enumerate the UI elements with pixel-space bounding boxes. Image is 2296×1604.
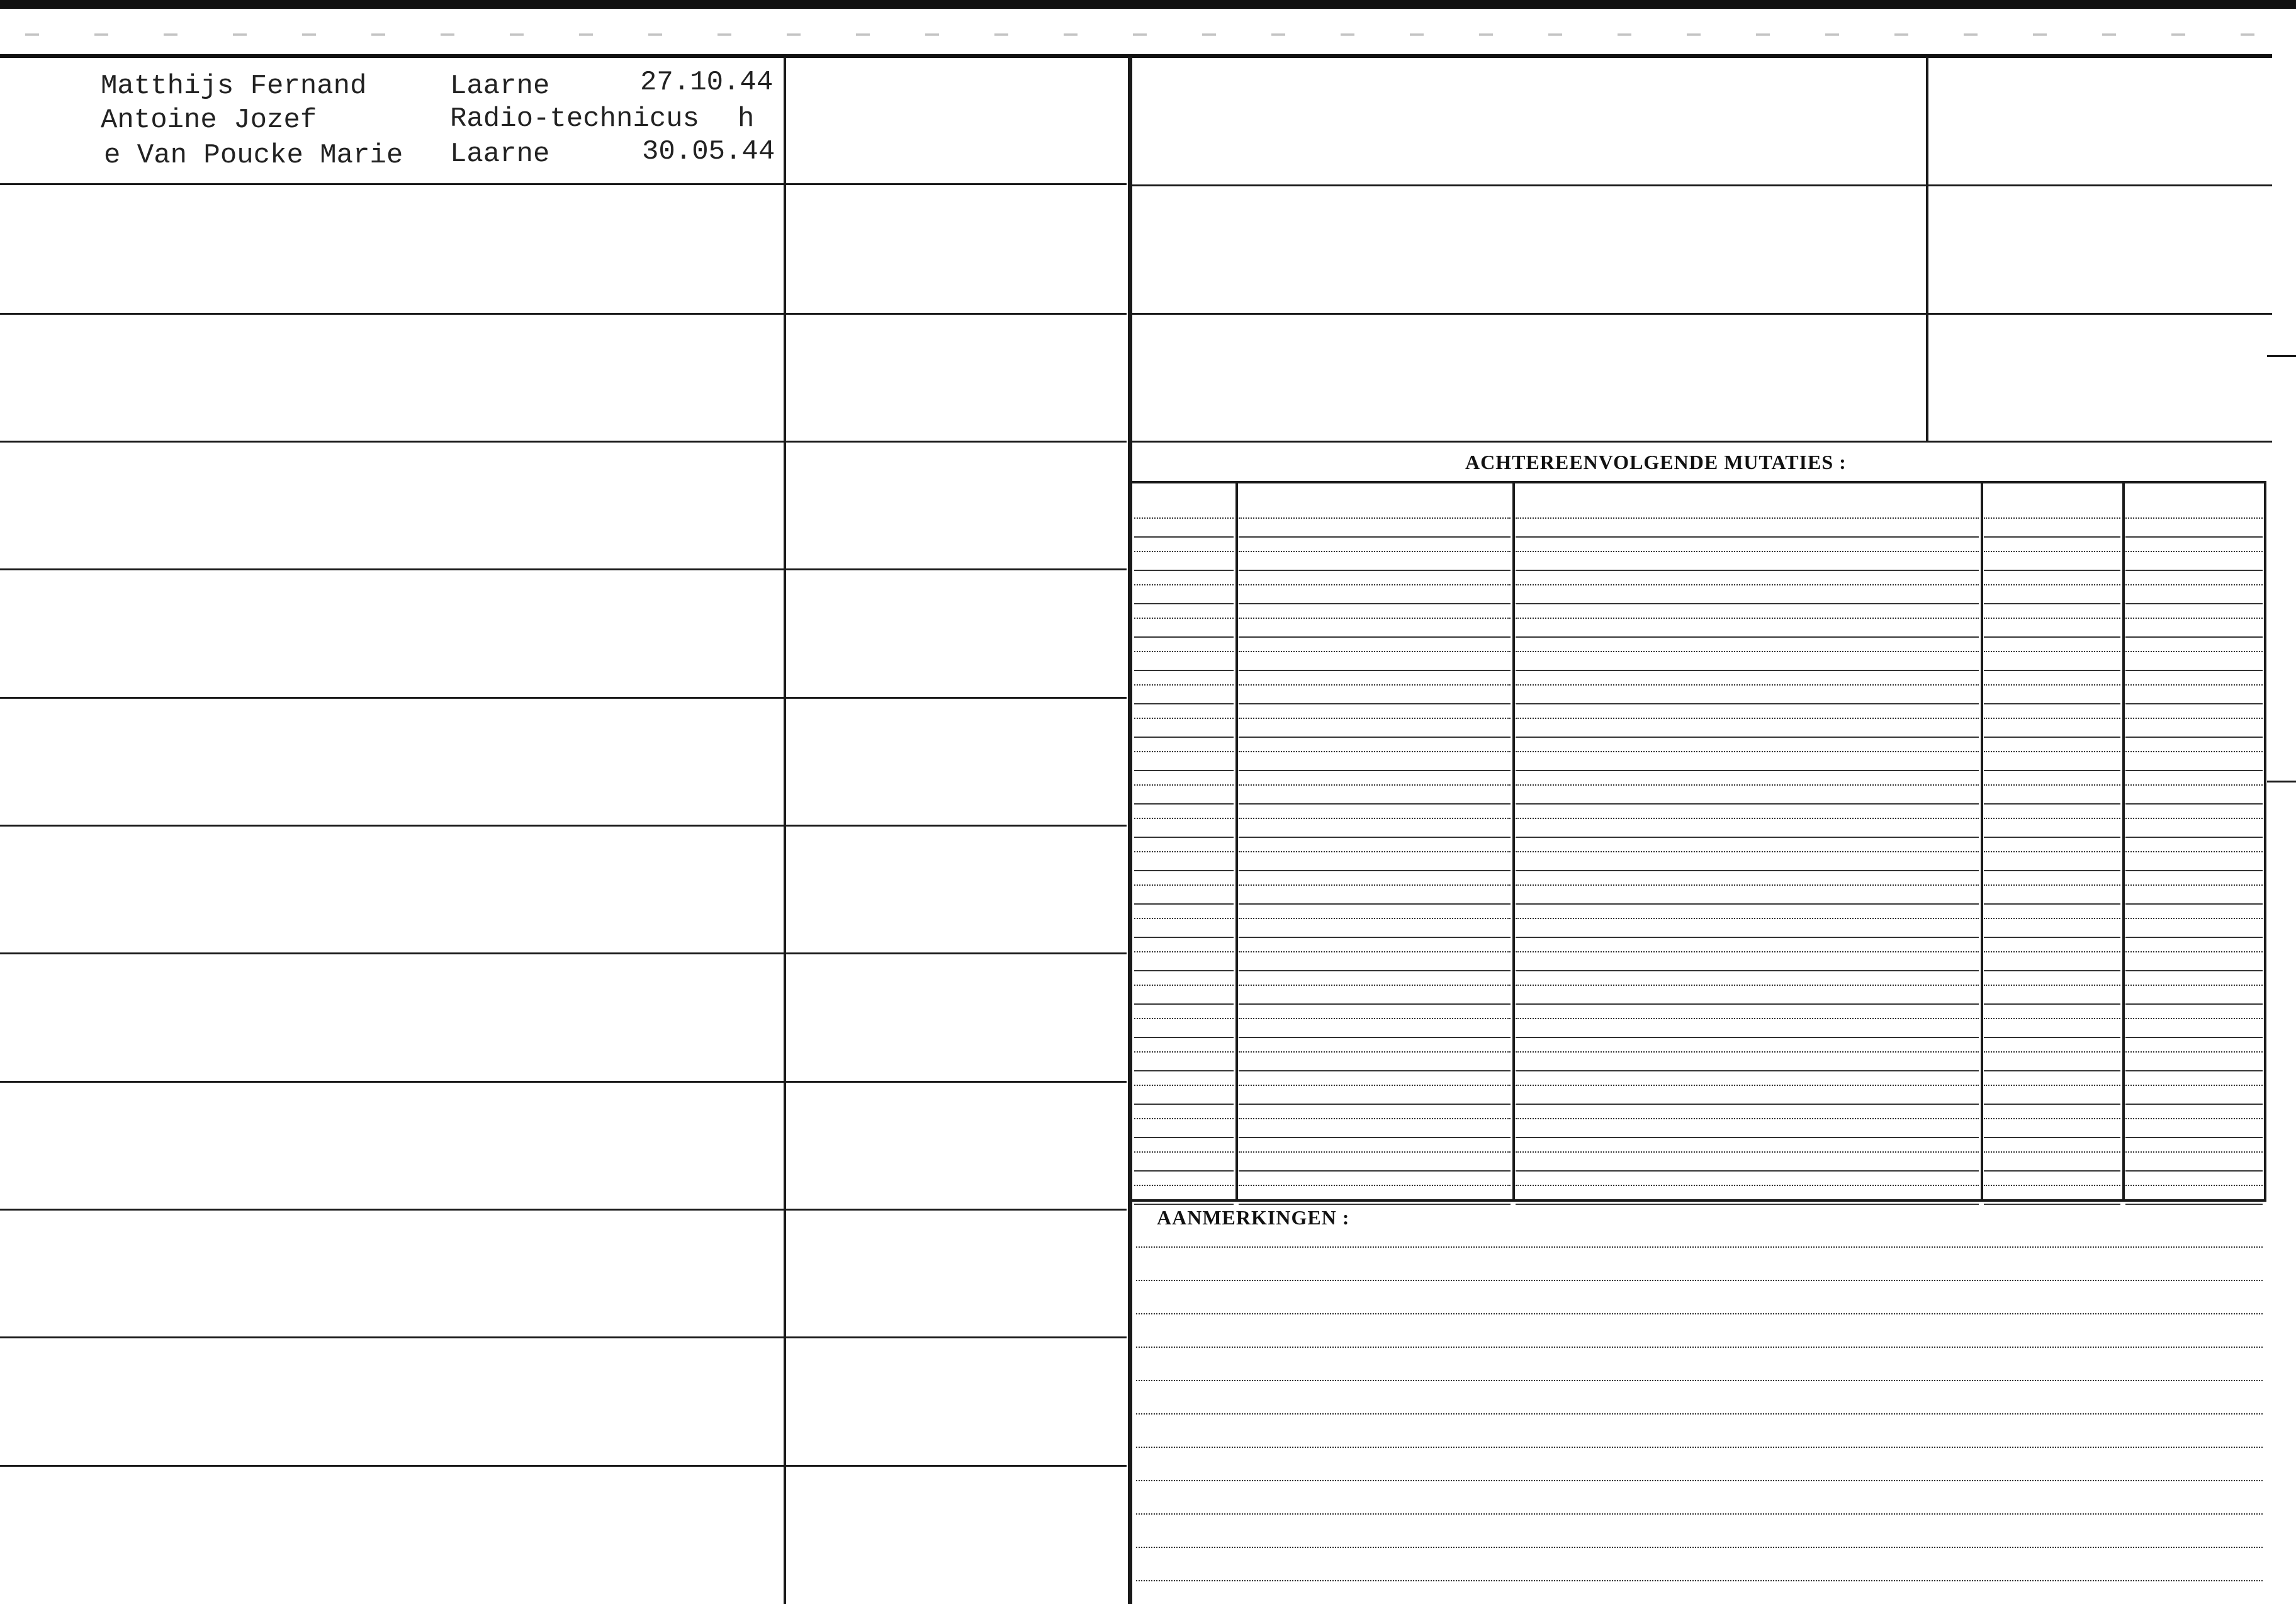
ruled-line (2125, 1018, 2263, 1019)
ruled-line (1134, 784, 1234, 786)
ruled-line (1516, 636, 1979, 638)
ruled-line (2125, 918, 2263, 919)
remarks-heading: AANMERKINGEN : (1157, 1206, 1350, 1229)
ruled-line (2125, 651, 2263, 652)
ruled-line (2125, 784, 2263, 786)
name-line-1: Matthijs Fernand (101, 71, 367, 102)
ruled-line (2125, 851, 2263, 852)
ruled-line (1984, 970, 2120, 971)
ruled-line (1984, 837, 2120, 838)
ruled-line (1516, 818, 1979, 819)
second-place: Laarne (450, 138, 550, 170)
ruled-line (1134, 751, 1234, 752)
ruled-line (1984, 684, 2120, 686)
ruled-line (1984, 751, 2120, 752)
ruled-line (2125, 684, 2263, 686)
ruled-line (1134, 884, 1234, 886)
second-date: 30.05.44 (642, 136, 775, 167)
ruled-line (1134, 670, 1234, 671)
ruled-line (1984, 703, 2120, 704)
ruled-line (1516, 751, 1979, 752)
ruled-line (1516, 851, 1979, 852)
ruled-line (1134, 1170, 1234, 1172)
ruled-line (1136, 1447, 2263, 1448)
ruled-line (1239, 584, 1511, 585)
ruled-line (1516, 770, 1979, 771)
mutations-top-rule (1132, 481, 2266, 483)
ruled-line (1134, 737, 1234, 738)
ruled-line (2125, 1170, 2263, 1172)
ruled-line (1134, 636, 1234, 638)
mutations-column (1235, 482, 1238, 1200)
ruled-line (1984, 570, 2120, 571)
row-divider (0, 697, 1127, 699)
ruled-line (1516, 870, 1979, 871)
ruled-line (1134, 1118, 1234, 1119)
ruled-line (2125, 536, 2263, 538)
ruled-line (1134, 851, 1234, 852)
ruled-line (1134, 837, 1234, 838)
row-divider (0, 1209, 1127, 1211)
ruled-line (1239, 737, 1511, 738)
ruled-line (1516, 551, 1979, 552)
ruled-line (2125, 584, 2263, 585)
header-rule (0, 54, 2272, 58)
ruled-line (1984, 884, 2120, 886)
ruled-line (1239, 803, 1511, 805)
ruled-line (1984, 985, 2120, 986)
birth-date: 27.10.44 (640, 67, 774, 98)
ruled-line (2125, 951, 2263, 952)
ruled-line (1134, 570, 1234, 571)
ruled-line (1516, 1104, 1979, 1105)
ruled-line (1516, 536, 1979, 538)
ruled-line (2125, 818, 2263, 819)
ruled-line (1516, 1137, 1979, 1138)
ruled-line (1134, 584, 1234, 585)
ruled-line (1516, 784, 1979, 786)
ruled-line (2125, 751, 2263, 752)
ruled-line (1134, 970, 1234, 971)
scan-noise (0, 33, 2296, 36)
ruled-line (1134, 903, 1234, 905)
ruled-line (1239, 1204, 1511, 1205)
ruled-line (2125, 570, 2263, 571)
ruled-line (1516, 651, 1979, 652)
row-divider (0, 1081, 1127, 1083)
ruled-line (1984, 1085, 2120, 1086)
ruled-line (1516, 1118, 1979, 1119)
ruled-line (1239, 1185, 1511, 1186)
mutations-heading: ACHTEREENVOLGENDE MUTATIES : (1465, 451, 1847, 473)
row-divider (0, 1336, 1127, 1338)
ruled-line (2125, 903, 2263, 905)
ruled-line (1984, 784, 2120, 786)
ruled-line (2125, 937, 2263, 938)
row-divider (0, 183, 1127, 185)
ruled-line (1516, 570, 1979, 571)
ruled-line (1516, 918, 1979, 919)
ruled-line (1984, 937, 2120, 938)
ruled-line (1239, 1070, 1511, 1071)
ruled-line (1134, 870, 1234, 871)
ruled-line (1984, 1051, 2120, 1053)
ruled-line (1516, 803, 1979, 805)
ruled-line (2125, 737, 2263, 738)
ruled-line (1516, 603, 1979, 604)
ruled-line (1239, 1151, 1511, 1153)
ruled-line (1134, 651, 1234, 652)
ruled-line (1984, 951, 2120, 952)
name-line-3: e Van Poucke Marie (104, 140, 403, 171)
ruled-line (1134, 517, 1234, 519)
ruled-line (1516, 584, 1979, 585)
ruled-line (2125, 1085, 2263, 1086)
ruled-line (1516, 1185, 1979, 1186)
ruled-line (1134, 951, 1234, 952)
ruled-line (1516, 737, 1979, 738)
mutations-column (2122, 482, 2125, 1200)
row-divider (0, 1465, 1127, 1467)
ruled-line (1134, 985, 1234, 986)
ruled-line (2125, 551, 2263, 552)
grid-divider (1132, 184, 2272, 186)
row-divider (0, 825, 1127, 827)
ruled-line (1134, 1070, 1234, 1071)
ruled-line (1239, 851, 1511, 852)
ruled-line (2125, 603, 2263, 604)
row-divider (0, 952, 1127, 954)
ruled-line (1136, 1347, 2263, 1348)
ruled-line (1239, 784, 1511, 786)
ruled-line (1516, 718, 1979, 719)
ruled-line (1984, 603, 2120, 604)
ruled-line (2125, 718, 2263, 719)
ruled-line (1239, 718, 1511, 719)
ruled-line (1134, 803, 1234, 805)
ruled-line (2125, 837, 2263, 838)
ruled-line (1516, 970, 1979, 971)
ruled-line (2125, 1185, 2263, 1186)
ruled-line (1984, 737, 2120, 738)
ruled-line (2125, 703, 2263, 704)
ruled-line (1984, 517, 2120, 519)
ruled-line (1134, 618, 1234, 619)
ruled-line (1239, 937, 1511, 938)
ruled-line (2125, 517, 2263, 519)
ruled-line (1984, 1204, 2120, 1205)
ruled-line (1516, 1070, 1979, 1071)
ruled-line (1239, 1018, 1511, 1019)
ruled-line (1984, 1070, 2120, 1071)
ruled-line (1136, 1580, 2263, 1581)
ruled-line (1516, 837, 1979, 838)
edge-tick (2267, 781, 2296, 782)
ruled-line (1239, 985, 1511, 986)
ruled-line (1239, 551, 1511, 552)
ruled-line (1984, 803, 2120, 805)
ruled-line (1239, 1085, 1511, 1086)
edge-tick (2267, 355, 2296, 357)
ruled-line (1134, 1137, 1234, 1138)
ruled-line (1239, 751, 1511, 752)
ruled-line (2125, 1204, 2263, 1205)
ruled-line (1136, 1480, 2263, 1481)
ruled-line (1516, 618, 1979, 619)
ruled-line (2125, 1051, 2263, 1053)
mutations-right-edge (2264, 481, 2266, 1202)
ruled-line (1136, 1280, 2263, 1281)
ruled-line (1239, 618, 1511, 619)
ruled-line (1134, 1085, 1234, 1086)
ruled-line (2125, 670, 2263, 671)
ruled-line (1239, 636, 1511, 638)
ruled-line (1136, 1513, 2263, 1515)
ruled-line (1239, 1137, 1511, 1138)
ruled-line (1984, 918, 2120, 919)
ruled-line (1516, 951, 1979, 952)
row-divider (0, 568, 1127, 570)
ruled-line (1134, 536, 1234, 538)
ruled-line (1516, 937, 1979, 938)
ruled-line (2125, 1118, 2263, 1119)
ruled-line (1239, 884, 1511, 886)
ruled-line (1239, 903, 1511, 905)
ruled-line (1239, 1003, 1511, 1005)
ruled-line (1239, 1170, 1511, 1172)
ruled-line (1516, 517, 1979, 519)
ruled-line (1516, 670, 1979, 671)
ruled-line (2125, 1003, 2263, 1005)
ruled-line (1134, 937, 1234, 938)
ruled-line (2125, 770, 2263, 771)
ruled-line (2125, 1037, 2263, 1038)
ruled-line (1239, 670, 1511, 671)
ruled-line (2125, 803, 2263, 805)
ruled-line (1984, 618, 2120, 619)
ruled-line (1134, 703, 1234, 704)
ruled-line (2125, 870, 2263, 871)
column-divider (784, 57, 786, 1604)
ruled-line (1984, 718, 2120, 719)
ruled-line (1239, 770, 1511, 771)
ruled-line (1239, 703, 1511, 704)
ruled-line (1516, 1037, 1979, 1038)
ruled-line (1516, 1018, 1979, 1019)
mutations-bottom-rule (1132, 1199, 2266, 1202)
ruled-line (1134, 1204, 1234, 1205)
ruled-line (1516, 1051, 1979, 1053)
ruled-line (1984, 1037, 2120, 1038)
ruled-line (1984, 670, 2120, 671)
grid-divider (1132, 441, 2272, 443)
ruled-line (1984, 636, 2120, 638)
ruled-line (1239, 517, 1511, 519)
ruled-line (1239, 1118, 1511, 1119)
birth-place: Laarne (450, 71, 550, 102)
ruled-line (1984, 651, 2120, 652)
ruled-line (1136, 1380, 2263, 1381)
ruled-line (1516, 703, 1979, 704)
ruled-line (1239, 1051, 1511, 1053)
ruled-line (1134, 1185, 1234, 1186)
ruled-line (1134, 1018, 1234, 1019)
ruled-line (1984, 584, 2120, 585)
ruled-line (1239, 951, 1511, 952)
ruled-line (1516, 1151, 1979, 1153)
ruled-line (1984, 1118, 2120, 1119)
ruled-line (1134, 1151, 1234, 1153)
ruled-line (1984, 1104, 2120, 1105)
ruled-line (1239, 536, 1511, 538)
ruled-line (1239, 970, 1511, 971)
ruled-line (1984, 1185, 2120, 1186)
ruled-line (1516, 1170, 1979, 1172)
ruled-line (1239, 1037, 1511, 1038)
ruled-line (2125, 1104, 2263, 1105)
ruled-line (1984, 1151, 2120, 1153)
ruled-line (1134, 718, 1234, 719)
ruled-line (2125, 636, 2263, 638)
ruled-line (1984, 1170, 2120, 1172)
ruled-line (2125, 618, 2263, 619)
ruled-line (1239, 1104, 1511, 1105)
ruled-line (2125, 1137, 2263, 1138)
ruled-line (1136, 1246, 2263, 1248)
ruled-line (1134, 551, 1234, 552)
row-divider (0, 313, 1127, 315)
ruled-line (1134, 684, 1234, 686)
ruled-line (1516, 985, 1979, 986)
ruled-line (1239, 603, 1511, 604)
ruled-line (2125, 1070, 2263, 1071)
grid-divider (1132, 313, 2272, 315)
ruled-line (1239, 570, 1511, 571)
ruled-line (1239, 870, 1511, 871)
ruled-line (2125, 1151, 2263, 1153)
grid-column (1926, 57, 1928, 442)
ruled-line (1134, 918, 1234, 919)
ruled-line (1984, 818, 2120, 819)
ruled-line (1984, 851, 2120, 852)
row-divider (0, 441, 1127, 443)
ruled-line (1239, 918, 1511, 919)
column-divider (1128, 57, 1132, 1604)
ruled-line (1239, 818, 1511, 819)
ruled-line (1134, 603, 1234, 604)
ruled-line (1984, 1003, 2120, 1005)
ruled-line (1239, 651, 1511, 652)
ruled-line (1134, 818, 1234, 819)
ruled-line (1984, 551, 2120, 552)
ruled-line (1984, 1137, 2120, 1138)
ruled-line (1984, 870, 2120, 871)
ruled-line (1134, 1003, 1234, 1005)
mutations-column (1512, 482, 1515, 1200)
ruled-line (1134, 1104, 1234, 1105)
ruled-line (1516, 1085, 1979, 1086)
name-line-2: Antoine Jozef (101, 104, 317, 136)
ruled-line (1984, 536, 2120, 538)
top-edge-bar (0, 0, 2296, 9)
ruled-line (2125, 985, 2263, 986)
ruled-line (1134, 1051, 1234, 1053)
ruled-line (1516, 884, 1979, 886)
ruled-line (1516, 1003, 1979, 1005)
ruled-line (1239, 684, 1511, 686)
ruled-line (1984, 1018, 2120, 1019)
mutations-column (1981, 482, 1983, 1200)
ruled-line (1136, 1413, 2263, 1415)
ruled-line (1984, 770, 2120, 771)
occupation: Radio-technicus (450, 103, 700, 135)
ruled-line (1134, 770, 1234, 771)
ruled-line (1516, 1204, 1979, 1205)
marker: h (738, 103, 755, 135)
ruled-line (1136, 1313, 2263, 1314)
ruled-line (2125, 884, 2263, 886)
ruled-line (1136, 1547, 2263, 1548)
ruled-line (1516, 903, 1979, 905)
ruled-line (1516, 684, 1979, 686)
ruled-line (1984, 903, 2120, 905)
ruled-line (2125, 970, 2263, 971)
ruled-line (1134, 1037, 1234, 1038)
ruled-line (1239, 837, 1511, 838)
